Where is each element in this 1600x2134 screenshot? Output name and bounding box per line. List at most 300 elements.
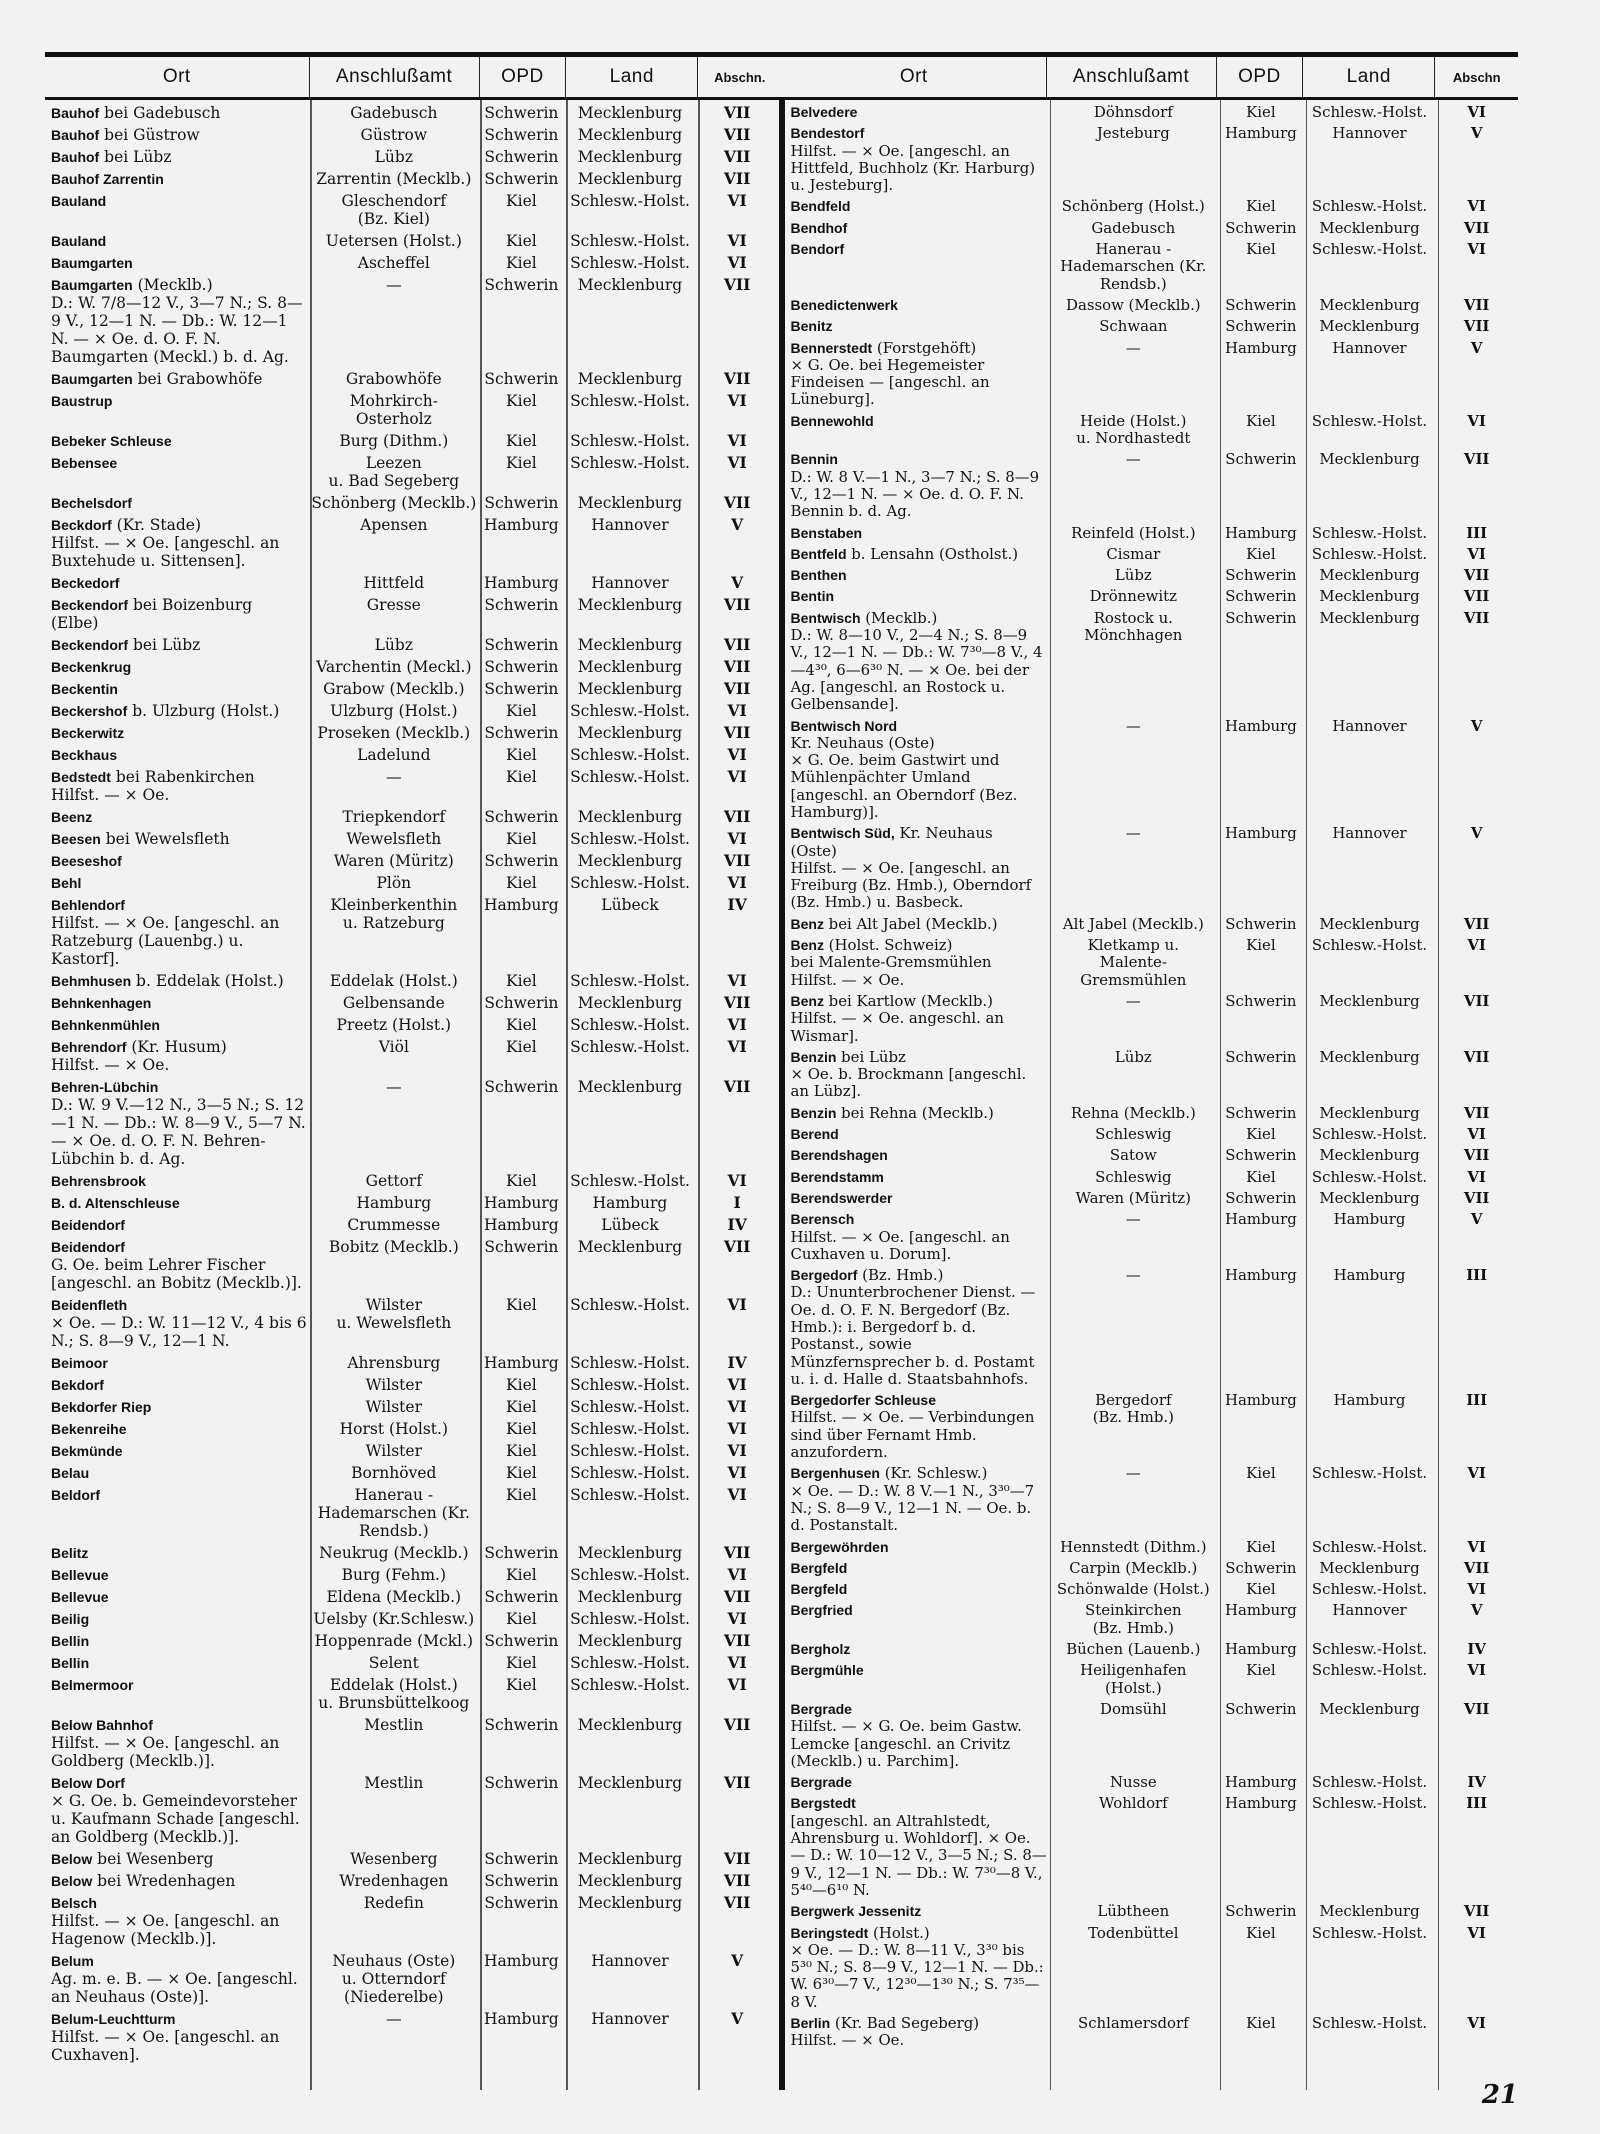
abschnitt-cell: VI [727, 829, 747, 848]
table-row [45, 1194, 779, 1212]
abschnitt-cell: VII [723, 1587, 751, 1606]
place-name-cell [45, 874, 309, 892]
place-name-cell [45, 658, 309, 676]
opd-cell: Hamburg [1225, 1794, 1297, 1813]
anschlussamt-cell: Lübz [1114, 566, 1152, 585]
place-name: Baumgarten [51, 277, 133, 293]
land-cell: Mecklenburg [1319, 1047, 1420, 1066]
opd-cell: Schwerin [484, 1632, 559, 1650]
land-cell: Mecklenburg [577, 126, 683, 144]
land-cell: Mecklenburg [577, 1872, 683, 1890]
place-name-cell [45, 636, 309, 654]
place-name: Bennerstedt [790, 339, 873, 356]
place-name: Bentwisch [790, 609, 861, 626]
place-name-cell [785, 198, 1049, 215]
place-note: bei Wewelsfleth [100, 830, 230, 848]
land-cell: Mecklenburg [1319, 450, 1420, 469]
opd-cell: Hamburg [484, 1194, 559, 1212]
opd-cell: Schwerin [484, 494, 559, 512]
place-name: Belau [51, 1465, 90, 1481]
place-note: bei Grabowhöfe [132, 370, 263, 388]
opd-cell: Schwerin [484, 852, 559, 870]
place-note: D.: W. 8 V.—1 N., 3—7 N.; S. 8—9 V., 12—1 N. — × Oe. d. O. F. N. Bennin b. d. Ag. [790, 467, 1040, 521]
place-name-cell [785, 104, 1049, 121]
abschnitt-cell: VII [723, 1631, 751, 1650]
land-cell: Mecklenburg [577, 494, 683, 512]
opd-cell: Schwerin [1225, 914, 1297, 933]
abschnitt-cell: VII [1463, 1047, 1490, 1066]
abschnitt-cell: VI [1467, 2013, 1486, 2032]
place-name-cell [785, 297, 1049, 314]
header-anschlussamt: Anschlußamt [310, 57, 480, 97]
place-name: Beesen [51, 831, 101, 847]
abschnitt-cell: VII [723, 1237, 751, 1256]
place-name: Bekmünde [51, 1443, 123, 1459]
place-name: Bauhof [51, 149, 100, 165]
land-cell: Mecklenburg [577, 148, 683, 166]
land-cell: Schlesw.-Holst. [1311, 240, 1428, 259]
place-name-cell [45, 1716, 309, 1770]
anschlussamt-cell: Alt Jabel (Mecklb.) [1062, 914, 1204, 933]
place-name: Berlin [790, 2014, 831, 2031]
place-name-cell [785, 588, 1049, 605]
place-name-cell [785, 1169, 1049, 1186]
table-row [785, 1560, 1519, 1577]
anschlussamt-cell: Schleswig [1095, 1125, 1172, 1144]
abschnitt-cell: VII [1463, 317, 1490, 336]
abschnitt-cell: V [1470, 1601, 1483, 1620]
place-name-cell [785, 1147, 1049, 1164]
anschlussamt-cell: Kletkamp u. Malente- Gremsmühlen [1080, 936, 1187, 989]
table-row [45, 852, 779, 870]
opd-cell: Hamburg [1225, 716, 1297, 735]
table-row [45, 126, 779, 144]
anschlussamt-cell: Büchen (Lauenb.) [1066, 1640, 1201, 1659]
opd-cell: Schwerin [1225, 1047, 1297, 1066]
place-name-cell [45, 276, 309, 366]
place-note: b. Lensahn (Ostholst.) [846, 544, 1019, 563]
abschnitt-cell: VII [723, 1871, 751, 1890]
land-cell: Schlesw.-Holst. [570, 1654, 690, 1672]
abschnitt-cell: V [731, 573, 744, 592]
opd-cell: Hamburg [1225, 124, 1297, 143]
header-anschlussamt: Anschlußamt [1047, 57, 1217, 97]
place-name-cell [45, 432, 309, 450]
land-cell: Schlesw.-Holst. [570, 746, 690, 764]
table-row [45, 1676, 779, 1712]
land-cell: Mecklenburg [1319, 218, 1420, 237]
place-name-cell [785, 1105, 1049, 1122]
table-row [785, 1392, 1519, 1461]
opd-cell: Schwerin [484, 126, 559, 144]
place-name-cell [45, 370, 309, 388]
place-name-cell [785, 1190, 1049, 1207]
land-cell: Schlesw.-Holst. [570, 1016, 690, 1034]
place-name-cell [45, 994, 309, 1012]
place-name-cell [45, 2010, 309, 2064]
place-name: Berensch [790, 1211, 855, 1228]
abschnitt-cell: VII [723, 595, 751, 614]
place-name-cell [785, 220, 1049, 237]
place-name-cell [785, 1267, 1049, 1388]
header-abschnitt: Abschn. [714, 69, 766, 85]
abschnitt-cell: V [1470, 716, 1483, 735]
place-name-cell [45, 1194, 309, 1212]
place-name: Beckhaus [51, 747, 118, 763]
place-name-cell [785, 1602, 1049, 1637]
place-note: (Mecklb.) D.: W. 7/8—12 V., 3—7 N.; S. 8—9 V., 12—1 N. — Db.: W. 12—1 N. — × Oe. d. O. F. N. Baumgarten (Meckl.) b. d. Ag. [51, 276, 303, 366]
land-cell: Hannover [591, 516, 669, 534]
table-row [45, 680, 779, 698]
land-cell: Schlesw.-Holst. [1311, 1167, 1428, 1186]
abschnitt-cell: VII [723, 679, 751, 698]
place-name: Behnkenmühlen [51, 1017, 160, 1033]
place-name: Benedictenwerk [790, 296, 898, 313]
land-cell: Mecklenburg [1319, 566, 1420, 585]
place-note: b. Eddelak (Holst.) [131, 972, 284, 990]
table-row [785, 104, 1519, 121]
place-name: Baumgarten [51, 255, 133, 271]
anschlussamt-cell: Cismar [1106, 544, 1161, 563]
anschlussamt-cell: Mestlin [364, 1774, 424, 1792]
table-row [785, 297, 1519, 314]
place-name: Bergstedt [790, 1795, 856, 1812]
place-name-cell [785, 1701, 1049, 1770]
place-name: Benz [790, 992, 824, 1009]
land-cell: Mecklenburg [577, 680, 683, 698]
land-cell: Schlesw.-Holst. [570, 1354, 690, 1372]
anschlussamt-cell: Proseken (Mecklb.) [317, 724, 471, 742]
table-row [785, 588, 1519, 605]
land-cell: Schlesw.-Holst. [570, 1038, 690, 1056]
anschlussamt-cell: — [1125, 991, 1141, 1010]
place-name: Beckendorf [51, 637, 129, 653]
land-cell: Schlesw.-Holst. [1311, 103, 1428, 121]
table-row [45, 192, 779, 228]
anschlussamt-cell: Uetersen (Holst.) [325, 232, 462, 250]
place-name-cell [45, 1420, 309, 1438]
abschnitt-cell: VII [723, 807, 751, 826]
directory-page [45, 52, 1518, 2090]
land-cell: Mecklenburg [577, 1078, 683, 1096]
place-name-cell [785, 1392, 1049, 1461]
place-name-cell [785, 1925, 1049, 2011]
place-name-cell [785, 1049, 1049, 1101]
table-row [45, 1420, 779, 1438]
table-row [45, 702, 779, 720]
anschlussamt-cell: Bornhöved [351, 1464, 437, 1482]
land-cell: Mecklenburg [1319, 1902, 1420, 1921]
header-ort: Ort [782, 57, 1047, 97]
anschlussamt-cell: Wilster [365, 1376, 422, 1394]
place-name-cell [45, 1398, 309, 1416]
anschlussamt-cell: — [1125, 450, 1141, 469]
anschlussamt-cell: Gadebusch [1091, 218, 1176, 237]
abschnitt-cell: VI [1467, 411, 1486, 430]
abschnitt-cell: VI [1467, 1580, 1486, 1599]
place-name-cell [785, 340, 1049, 409]
land-cell: Hamburg [1333, 1391, 1406, 1410]
table-row [785, 610, 1519, 714]
abschnitt-cell: VII [1463, 991, 1490, 1010]
anschlussamt-cell: Schönberg (Holst.) [1061, 197, 1205, 216]
abschnitt-cell: VII [723, 657, 751, 676]
place-name: Below [51, 1873, 93, 1889]
opd-cell: Hamburg [1225, 1391, 1297, 1410]
land-cell: Mecklenburg [577, 276, 683, 294]
abschnitt-cell: III [1466, 1391, 1488, 1410]
land-cell: Schlesw.-Holst. [570, 1442, 690, 1460]
place-note: bei Lübz [128, 636, 201, 654]
opd-cell: Schwerin [484, 658, 559, 676]
opd-cell: Kiel [1246, 103, 1276, 121]
anschlussamt-cell: — [386, 1078, 402, 1096]
table-row [45, 1774, 779, 1846]
table-row [45, 2010, 779, 2064]
abschnitt-cell: VI [727, 253, 747, 272]
place-note: Ag. m. e. B. — × Oe. [angeschl. an Neuhaus (Oste)]. [51, 1970, 298, 2006]
opd-cell: Kiel [506, 768, 537, 786]
table-row [785, 1795, 1519, 1899]
land-cell: Schlesw.-Holst. [1311, 1537, 1428, 1556]
anschlussamt-cell: Triepkendorf [342, 808, 446, 826]
opd-cell: Schwerin [484, 170, 559, 188]
land-cell: Schlesw.-Holst. [1311, 411, 1428, 430]
land-cell: Schlesw.-Holst. [1311, 1580, 1428, 1599]
abschnitt-cell: IV [727, 1353, 747, 1372]
opd-cell: Hamburg [1225, 1601, 1297, 1620]
table-row [45, 874, 779, 892]
place-name-cell [785, 825, 1049, 911]
place-name-cell [45, 1872, 309, 1890]
place-name-cell [45, 1354, 309, 1372]
anschlussamt-cell: Dassow (Mecklb.) [1066, 295, 1201, 314]
opd-cell: Schwerin [484, 808, 559, 826]
opd-cell: Hamburg [484, 516, 559, 534]
land-cell: Hannover [1332, 124, 1407, 143]
anschlussamt-cell: Grabow (Mecklb.) [323, 680, 465, 698]
place-note: bei Wesenberg [92, 1850, 214, 1868]
abschnitt-cell: IV [1467, 1640, 1486, 1659]
opd-cell: Kiel [506, 1398, 537, 1416]
place-note: (Holst.) × Oe. — D.: W. 8—11 V., 3³⁰ bis 5³⁰ N.; S. 8—9 V., 12—1 N. — Db.: W. 6³⁰—7 V., 12³⁰—1³⁰ N.; S. 7³⁵—8 V. [790, 1923, 1044, 2011]
place-name: Bauhof [51, 127, 100, 143]
abschnitt-cell: V [1470, 124, 1483, 143]
place-name: Beckendorf [51, 597, 129, 613]
land-cell: Mecklenburg [1319, 1188, 1420, 1207]
anschlussamt-cell: — [1125, 1266, 1141, 1285]
land-cell: Schlesw.-Holst. [1311, 1923, 1428, 1942]
place-note: (Forstgehöft) × G. Oe. bei Hegemeister Findeisen — [angeschl. an Lüneburg]. [790, 338, 990, 409]
table-row [45, 1238, 779, 1292]
opd-cell: Kiel [506, 1486, 537, 1504]
anschlussamt-cell: Jesteburg [1096, 124, 1170, 143]
table-row [45, 1588, 779, 1606]
opd-cell: Schwerin [484, 636, 559, 654]
table-row [785, 1465, 1519, 1534]
place-name: Bergrade [790, 1774, 852, 1791]
opd-cell: Kiel [506, 1296, 537, 1314]
place-name-cell [785, 451, 1049, 520]
opd-cell: Schwerin [484, 370, 559, 388]
place-name-cell [45, 1566, 309, 1584]
table-row [45, 1172, 779, 1190]
table-row [785, 1049, 1519, 1101]
land-cell: Schlesw.-Holst. [570, 1398, 690, 1416]
place-note: Hilfst. — × Oe. [angeschl. an Ratzeburg (Lauenbg.) u. Kastorf]. [51, 914, 280, 968]
table-row [45, 1952, 779, 2006]
table-row [45, 148, 779, 166]
place-name: Bendhof [790, 219, 848, 236]
place-name: Bauland [51, 193, 107, 209]
table-row [45, 1354, 779, 1372]
table-row [45, 1216, 779, 1234]
land-cell: Mecklenburg [577, 170, 683, 188]
land-cell: Schlesw.-Holst. [1311, 197, 1428, 216]
land-cell: Mecklenburg [577, 1238, 683, 1256]
place-name: Beimoor [51, 1355, 108, 1371]
abschnitt-cell: VII [1463, 1146, 1490, 1165]
anschlussamt-cell: Schwaan [1099, 317, 1168, 336]
place-name: Bekenreihe [51, 1421, 127, 1437]
anschlussamt-cell: Waren (Müritz) [333, 852, 454, 870]
opd-cell: Kiel [506, 1654, 537, 1672]
table-row [45, 1566, 779, 1584]
place-name: Below [51, 1851, 93, 1867]
abschnitt-cell: VI [1467, 1167, 1486, 1186]
place-name: Behmhusen [51, 973, 132, 989]
place-name-cell [785, 1211, 1049, 1263]
abschnitt-cell: VII [723, 1715, 751, 1734]
abschnitt-cell: VII [723, 1773, 751, 1792]
place-name: Bergedorfer Schleuse [790, 1392, 936, 1409]
place-name-cell [785, 993, 1049, 1045]
anschlussamt-cell: Eldena (Mecklb.) [326, 1588, 462, 1606]
place-note: D.: W. 9 V.—12 N., 3—5 N.; S. 12—1 N. — Db.: W. 8—9 V., 5—7 N. — × Oe. d. O. F. N. Behren-Lübchin b. d. Ag. [51, 1096, 306, 1168]
land-cell: Mecklenburg [577, 994, 683, 1012]
abschnitt-cell: IV [1467, 1773, 1486, 1792]
anschlussamt-cell: Rostock u. Mönchhagen [1084, 608, 1183, 645]
table-row [45, 232, 779, 250]
place-name: Bergenhusen [790, 1465, 880, 1482]
opd-cell: Kiel [1246, 240, 1276, 259]
anschlussamt-cell: — [1125, 824, 1141, 843]
place-name-cell [785, 318, 1049, 335]
table-row [45, 454, 779, 490]
place-name: Beckedorf [51, 575, 120, 591]
place-name-cell [785, 610, 1049, 714]
place-name-cell [45, 104, 309, 122]
place-name: Bendestorf [790, 125, 865, 142]
land-cell: Mecklenburg [1319, 991, 1420, 1010]
place-name-cell [785, 1641, 1049, 1658]
anschlussamt-cell: Wewelsfleth [346, 830, 442, 848]
place-name-cell [45, 1610, 309, 1628]
anschlussamt-cell: Lübz [1114, 1047, 1152, 1066]
abschnitt-cell: VII [1463, 1699, 1490, 1718]
opd-cell: Kiel [506, 1676, 537, 1694]
opd-cell: Kiel [1246, 197, 1276, 216]
opd-cell: Schwerin [1225, 295, 1297, 314]
table-row [785, 525, 1519, 542]
place-name-cell [785, 1662, 1049, 1697]
abschnitt-cell: III [1466, 1266, 1488, 1285]
place-name-cell [45, 1172, 309, 1190]
land-cell: Mecklenburg [1319, 1103, 1420, 1122]
anschlussamt-cell: Carpin (Mecklb.) [1069, 1558, 1198, 1577]
place-name-cell [45, 1850, 309, 1868]
place-note: Hilfst. — × Oe. [angeschl. an Cuxhaven]. [51, 2028, 280, 2064]
place-name: Bendorf [790, 241, 845, 258]
table-row [45, 392, 779, 428]
opd-cell: Schwerin [1225, 1188, 1297, 1207]
anschlussamt-cell: Eddelak (Holst.) u. Brunsbüttelkoog [318, 1676, 470, 1712]
anschlussamt-cell: Lübtheen [1097, 1902, 1170, 1921]
opd-cell: Kiel [506, 874, 537, 892]
abschnitt-cell: VI [1467, 544, 1486, 563]
anschlussamt-cell: — [386, 276, 402, 294]
anschlussamt-cell: Wohldorf [1098, 1794, 1168, 1813]
opd-cell: Kiel [506, 1610, 537, 1628]
opd-cell: Kiel [506, 232, 537, 250]
land-cell: Mecklenburg [1319, 1146, 1420, 1165]
place-name-cell [45, 1078, 309, 1168]
abschnitt-cell: VI [727, 431, 747, 450]
land-cell: Schlesw.-Holst. [570, 972, 690, 990]
place-name: Below Dorf [51, 1775, 125, 1791]
place-name-cell [45, 1544, 309, 1562]
place-note: (Holst. Schweiz) bei Malente-Gremsmühlen Hilfst. — × Oe. [790, 936, 992, 989]
land-cell: Schlesw.-Holst. [1311, 1794, 1428, 1813]
place-name: Bergedorf [790, 1267, 858, 1284]
opd-cell: Kiel [506, 746, 537, 764]
place-note: (Kr. Schlesw.) × Oe. — D.: W. 8 V.—1 N., 3³⁰—7 N.; S. 8—9 V., 12—1 N. — Oe. b. d. Postanstalt. [790, 1464, 1035, 1535]
abschnitt-cell: VI [727, 1609, 747, 1628]
land-cell: Schlesw.-Holst. [570, 1676, 690, 1694]
anschlussamt-cell: Satow [1109, 1146, 1157, 1165]
abschnitt-cell: VI [727, 701, 747, 720]
abschnitt-cell: IV [727, 895, 747, 914]
anschlussamt-cell: Hamburg [356, 1194, 432, 1212]
anschlussamt-cell: Gelbensande [342, 994, 445, 1012]
table-row [785, 825, 1519, 911]
abschnitt-cell: V [731, 515, 744, 534]
table-row [785, 220, 1519, 237]
opd-cell: Kiel [506, 454, 537, 472]
opd-cell: Schwerin [1225, 317, 1297, 336]
place-name: Benzin [790, 1048, 837, 1065]
anschlussamt-cell: Lübz [374, 148, 413, 166]
land-cell: Schlesw.-Holst. [1311, 1640, 1428, 1659]
land-cell: Mecklenburg [1319, 587, 1420, 606]
table-row [45, 1398, 779, 1416]
place-name: Bebeker Schleuse [51, 433, 172, 449]
table-row [45, 994, 779, 1012]
anschlussamt-cell: Steinkirchen (Bz. Hmb.) [1085, 1601, 1182, 1637]
abschnitt-cell: VII [723, 993, 751, 1012]
table-row [785, 1581, 1519, 1598]
opd-cell: Schwerin [484, 994, 559, 1012]
anschlussamt-cell: Neukrug (Mecklb.) [319, 1544, 469, 1562]
table-row [785, 1169, 1519, 1186]
place-name-cell [45, 1016, 309, 1034]
place-name-cell [785, 1126, 1049, 1143]
land-cell: Schlesw.-Holst. [570, 254, 690, 272]
abschnitt-cell: VI [727, 1485, 747, 1504]
anschlussamt-cell: Hanerau - Hademarschen (Kr. Rendsb.) [1060, 240, 1207, 293]
abschnitt-cell: VI [727, 1565, 747, 1584]
abschnitt-cell: VII [723, 169, 751, 188]
